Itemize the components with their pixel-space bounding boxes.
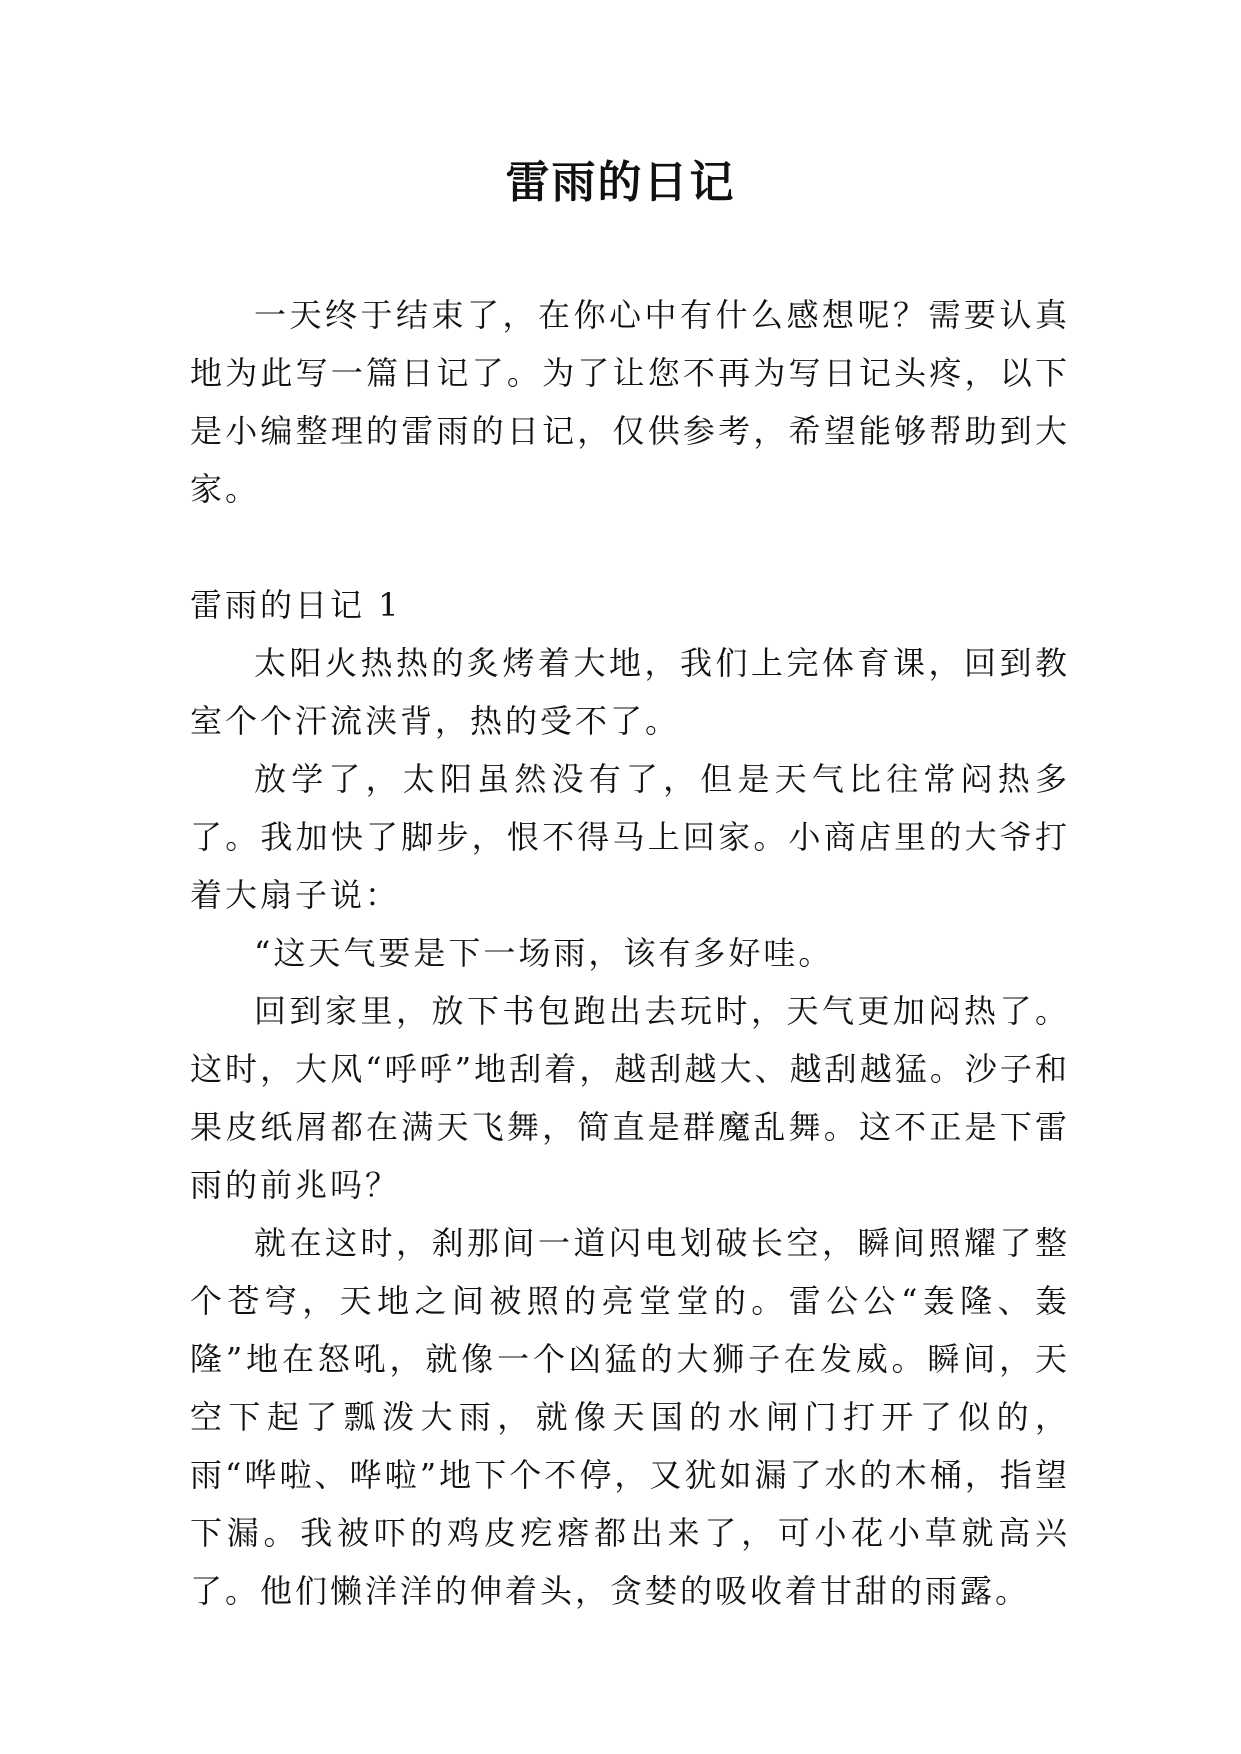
body-paragraph: 就在这时，刹那间一道闪电划破长空，瞬间照耀了整个苍穹，天地之间被照的亮堂堂的。雷公公“轰隆、轰隆”地在怒吼，就像一个凶猛的大狮子在发威。瞬间，天空下起了瓢泼大雨，就像天国的水闸门打开了似的，雨“哗啦、哗啦”地下个不停，又犹如漏了水的木桶，指望下漏。我被吓的鸡皮疙瘩都出来了，可小花小草就高兴了。他们懒洋洋的伸着头，贪婪的吸收着甘甜的雨露。	[190, 1224, 1070, 1610]
body-paragraph: “这天气要是下一场雨，该有多好哇。	[254, 934, 834, 972]
body-paragraph: 放学了，太阳虽然没有了，但是天气比往常闷热多了。我加快了脚步，恨不得马上回家。小商店里的大爷打着大扇子说：	[190, 760, 1070, 914]
document-body	[190, 286, 1070, 1620]
intro-paragraph: 一天终于结束了，在你心中有什么感想呢？需要认真地为此写一篇日记了。为了让您不再为写日记头疼，以下是小编整理的雷雨的日记，仅供参考，希望能够帮助到大家。	[190, 296, 1070, 508]
body-paragraph: 太阳火热热的炙烤着大地，我们上完体育课，回到教室个个汗流浃背，热的受不了。	[190, 644, 1070, 740]
paragraph-spacer	[190, 518, 1070, 576]
section-heading: 雷雨的日记 1	[190, 586, 402, 624]
page-title: 雷雨的日记	[505, 157, 736, 208]
body-paragraph: 回到家里，放下书包跑出去玩时，天气更加闷热了。这时，大风“呼呼”地刮着，越刮越大、越刮越猛。沙子和果皮纸屑都在满天飞舞，简直是群魔乱舞。这不正是下雷雨的前兆吗？	[190, 992, 1070, 1204]
